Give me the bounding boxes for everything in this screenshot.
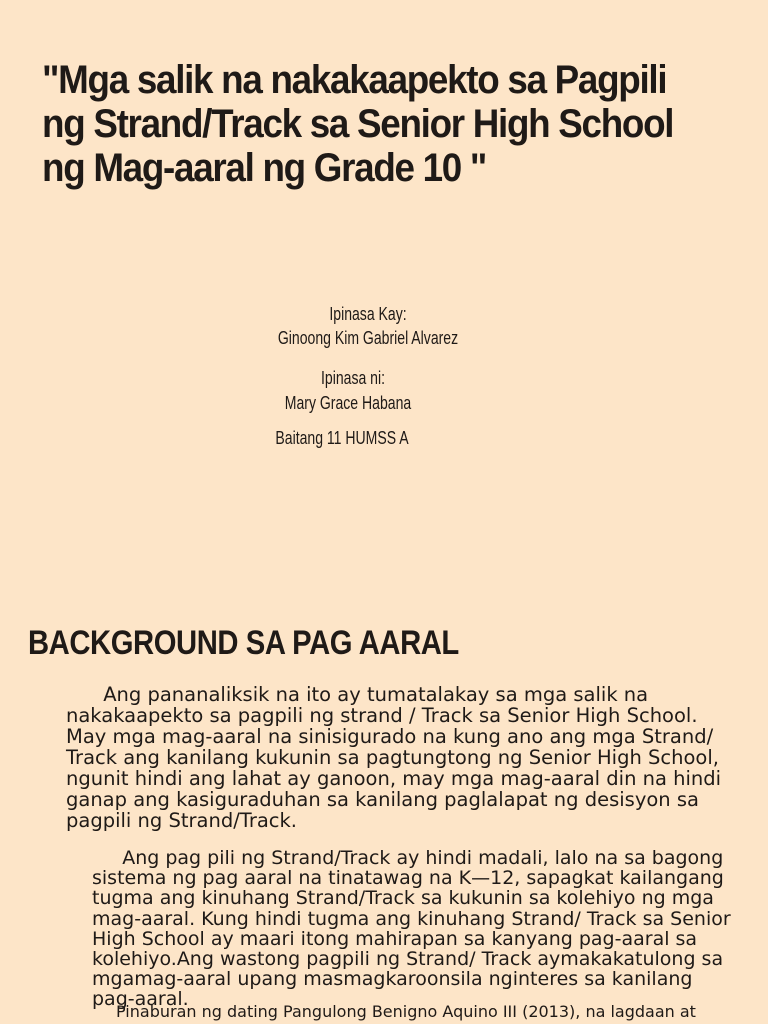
submitted-by-label: Ipinasa ni: — [320, 368, 386, 388]
submitted-by-name: Mary Grace Habana — [284, 393, 412, 413]
grade-section: Baitang 11 HUMSS A — [275, 428, 409, 448]
paragraph-line: nakakaapekto sa pagpili ng strand / Track sa Senior High School. — [66, 704, 698, 727]
title-line: ng Mag-aaral ng Grade 10 " — [42, 146, 487, 190]
background-paragraph-2 — [92, 847, 731, 1011]
paragraph-line: pagpili ng Strand/Track. — [66, 809, 297, 832]
paragraph-line: ganap ang kasiguraduhan sa kanilang paglalapat ng desisyon sa — [66, 788, 699, 811]
background-paragraph-3 — [116, 1002, 736, 1021]
submitted-to-name: Ginoong Kim Gabriel Alvarez — [277, 328, 459, 348]
paragraph-line: ngunit hindi ang lahat ay ganoon, may mga mag-aaral din na hindi — [66, 767, 722, 790]
paragraph-line: Pinaburan ng dating Pangulong Benigno Aquino III (2013), na lagdaan at — [116, 1002, 696, 1021]
paragraph-line: High School ay maari itong mahirapan sa kanyang pag-aaral sa — [92, 927, 698, 950]
background-heading: BACKGROUND SA PAG AARAL — [28, 624, 459, 662]
paragraph-line: mgamag-aaral upang masmagkaroonsila nginteres sa kanilang — [92, 968, 693, 991]
paragraph-line: mag-aaral. Kung hindi tugma ang kinuhang Strand/ Track sa Senior — [92, 907, 731, 930]
paragraph-line: May mga mag-aaral na sinisigurado na kung ano ang mga Strand/ — [66, 725, 714, 748]
document-title — [42, 58, 686, 190]
paragraph-line: kolehiyo.Ang wastong pagpili ng Strand/ Track aymakakatulong sa — [92, 948, 724, 971]
background-paragraph-1 — [66, 683, 722, 832]
submitted-to-label: Ipinasa Kay: — [329, 304, 407, 324]
paragraph-line: sistema ng pag aaral na tinatawag na K—12, sapagkat kailangang — [92, 867, 724, 890]
paragraph-line: Track ang kanilang kukunin sa pagtungtong ng Senior High School, — [66, 746, 719, 769]
paragraph-line: tugma ang kinuhang Strand/Track sa kukunin sa kolehiyo ng mga — [92, 887, 714, 910]
paragraph-line: Ang pananaliksik na ito ay tumatalakay sa mga salik na — [66, 683, 649, 706]
paragraph-line: pag-aaral. — [92, 988, 189, 1011]
paragraph-line: Ang pag pili ng Strand/Track ay hindi madali, lalo na sa bagong — [92, 847, 724, 869]
title-line: "Mga salik na nakakaapekto sa Pagpili — [42, 58, 667, 102]
title-line: ng Strand/Track sa Senior High School — [42, 102, 674, 146]
